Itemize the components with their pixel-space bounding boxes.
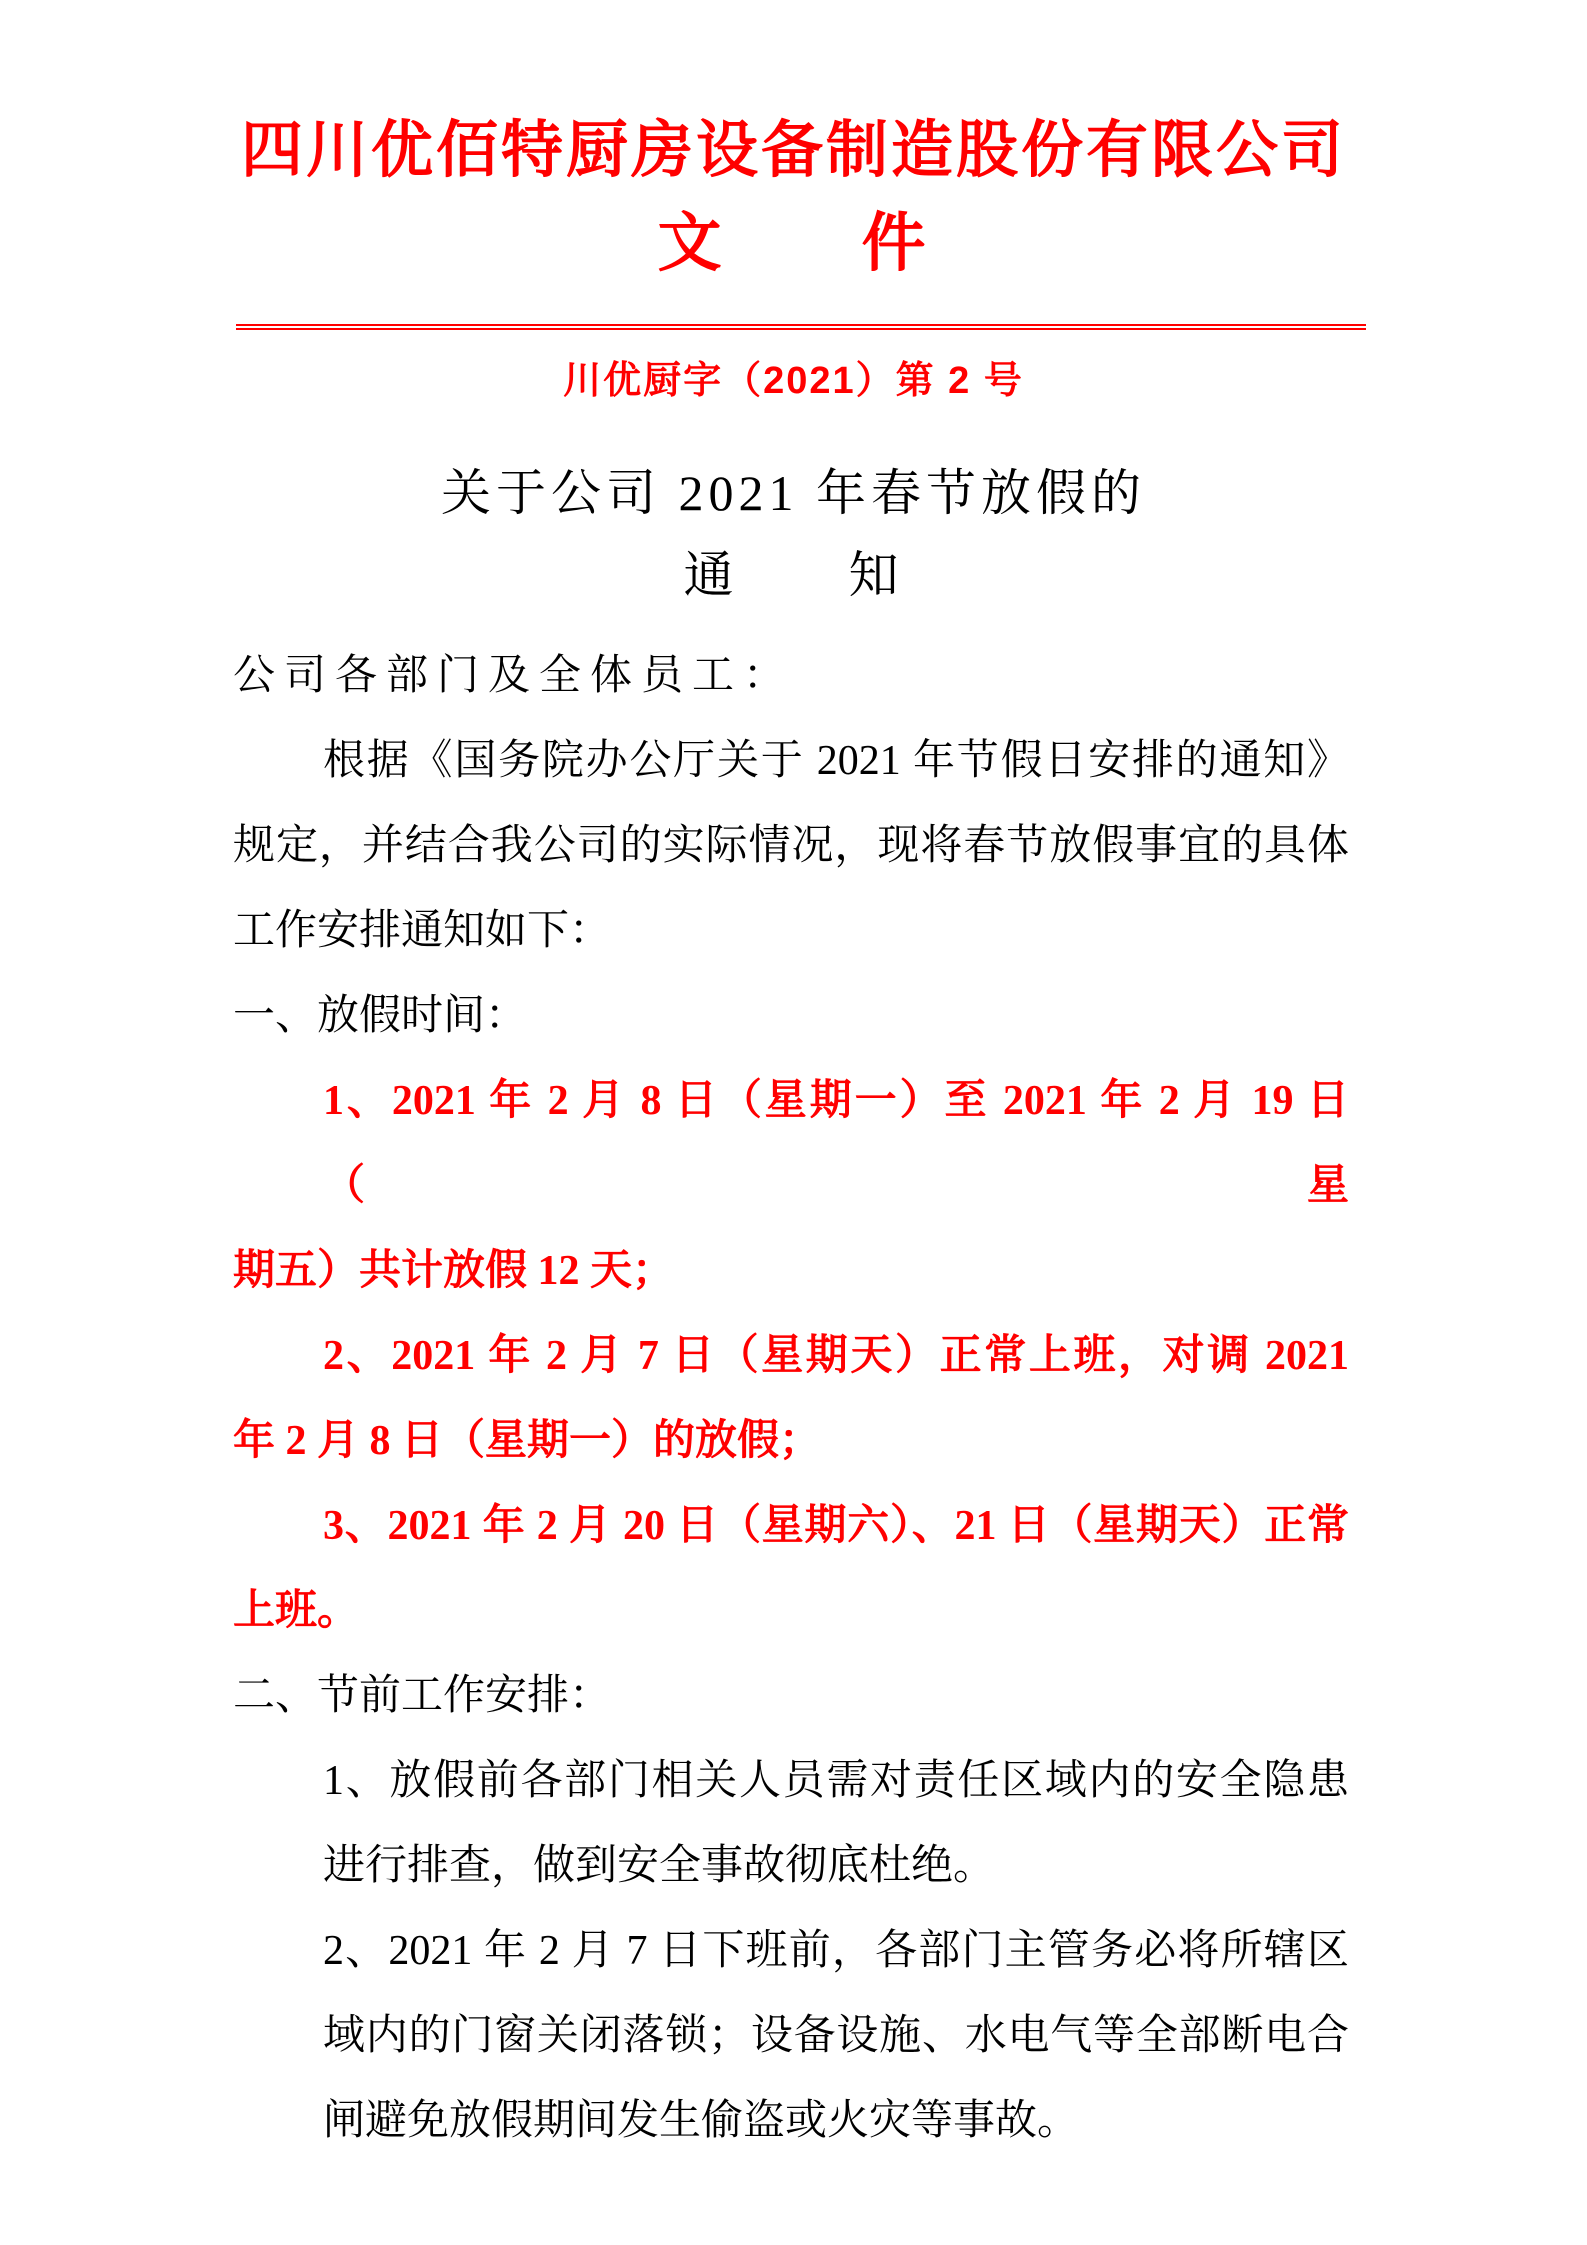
body-line: 1、放假前各部门相关人员需对责任区域内的安全隐患 — [323, 1758, 1349, 1804]
body-line: 根据《国务院办公厅关于 2021 年节假日安排的通知》 — [323, 738, 1349, 784]
document-number: 川优厨字（2021）第 2 号 — [563, 360, 1024, 402]
body-line: 工作安排通知如下： — [233, 908, 612, 954]
section-heading: 二、节前工作安排： — [233, 1673, 612, 1719]
red-separator-line — [236, 324, 1366, 330]
body-line: 1、2021 年 2 月 8 日（星期一）至 2021 年 2 月 19 日（星 — [323, 1078, 1349, 1209]
body-line: 期五）共计放假 12 天； — [233, 1248, 675, 1294]
document-type-title: 文 件 — [657, 208, 930, 279]
body-line: 域内的门窗关闭落锁；设备设施、水电气等全部断电合 — [323, 2013, 1349, 2059]
body-line: 2、2021 年 2 月 7 日（星期天）正常上班，对调 2021 — [323, 1333, 1349, 1379]
notice-title-line1: 关于公司 2021 年春节放假的 — [441, 465, 1146, 521]
salutation: 公司各部门及全体员工： — [233, 653, 795, 699]
body-line: 闸避免放假期间发生偷盗或火灾等事故。 — [323, 2098, 1080, 2144]
company-name: 四川优佰特厨房设备制造股份有限公司 — [240, 117, 1346, 185]
notice-body — [233, 634, 1349, 2164]
body-line: 上班。 — [233, 1588, 360, 1634]
body-line: 规定，并结合我公司的实际情况，现将春节放假事宜的具体 — [233, 823, 1349, 869]
section-heading: 一、放假时间： — [233, 993, 528, 1039]
notice-title-line2: 通 知 — [683, 547, 904, 603]
body-line: 年 2 月 8 日（星期一）的放假； — [233, 1418, 822, 1464]
body-line: 2、2021 年 2 月 7 日下班前，各部门主管务必将所辖区 — [323, 1928, 1349, 1974]
body-line: 3、2021 年 2 月 20 日（星期六）、21 日（星期天）正常 — [323, 1503, 1349, 1549]
body-line: 进行排查，做到安全事故彻底杜绝。 — [323, 1843, 996, 1889]
